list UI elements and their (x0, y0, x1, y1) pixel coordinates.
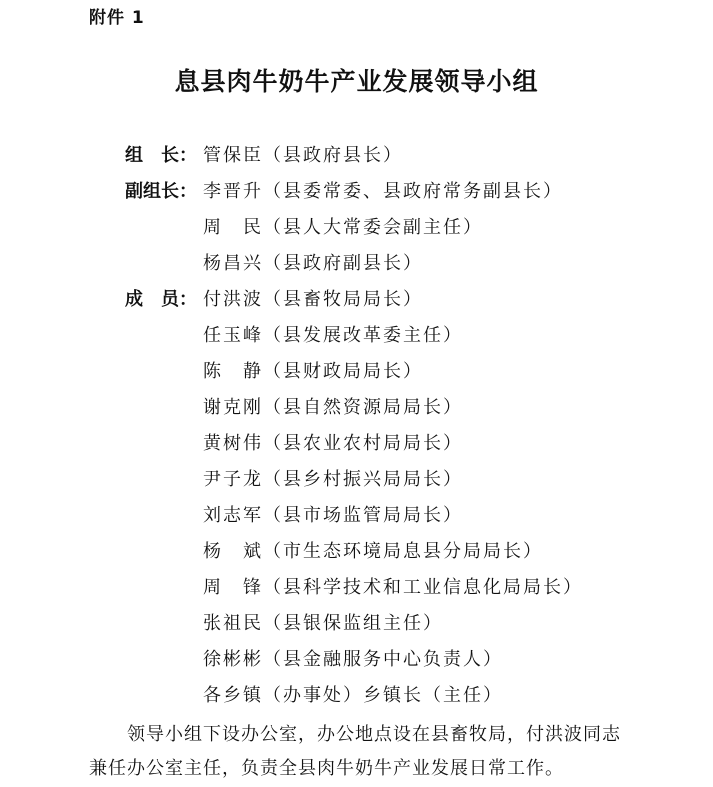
member-title: （县科学技术和工业信息化局局长） (263, 577, 583, 598)
member-entry (203, 606, 443, 642)
roster-row (0, 318, 713, 354)
member-title: （市生态环境局息县分局局长） (263, 541, 543, 562)
roster-row (0, 282, 713, 318)
member-title: （县发展改革委主任） (263, 325, 463, 346)
member-entry (203, 318, 463, 354)
member-title: （县市场监管局局长） (263, 505, 463, 526)
member-entry (203, 174, 563, 210)
member-title: （县金融服务中心负责人） (263, 649, 503, 670)
role-label: 副组长： (125, 181, 197, 202)
member-entry (203, 354, 423, 390)
member-title: （县委常委、县政府常务副县长） (263, 181, 563, 202)
member-entry (203, 246, 423, 282)
member-name: 周 民 (203, 217, 263, 238)
roster-row (0, 354, 713, 390)
member-entry (203, 462, 463, 498)
member-title: （县自然资源局局长） (263, 397, 463, 418)
member-title: （县乡村振兴局局长） (263, 469, 463, 490)
roster-row (0, 678, 713, 714)
member-name: 管保臣 (203, 145, 263, 166)
closing-paragraph-line-2: 兼任办公室主任，负责全县肉牛奶牛产业发展日常工作。 (89, 758, 564, 779)
member-title: （县政府县长） (263, 145, 403, 166)
member-name: 尹子龙 (203, 469, 263, 490)
role-label: 组 长： (125, 145, 197, 166)
roster-row (0, 390, 713, 426)
member-entry (203, 642, 503, 678)
member-name: 徐彬彬 (203, 649, 263, 670)
roster-row (0, 138, 713, 174)
roster-row (0, 210, 713, 246)
member-name: 张祖民 (203, 613, 263, 634)
member-title: （县农业农村局局长） (263, 433, 463, 454)
member-entry (203, 498, 463, 534)
member-title: （县人大常委会副主任） (263, 217, 483, 238)
member-name: 付洪波 (203, 289, 263, 310)
member-name: 各乡镇 (203, 685, 263, 706)
roster-row (0, 462, 713, 498)
member-title: （县财政局局长） (263, 361, 423, 382)
member-name: 杨 斌 (203, 541, 263, 562)
member-entry (203, 570, 583, 606)
closing-paragraph-line-1: 领导小组下设办公室，办公地点设在县畜牧局，付洪波同志 (89, 724, 621, 745)
document-title: 息县肉牛奶牛产业发展领导小组 (174, 67, 539, 96)
member-entry (203, 426, 463, 462)
roster-row (0, 570, 713, 606)
member-entry (203, 390, 463, 426)
role-label: 成 员： (125, 289, 197, 310)
member-title: （县畜牧局局长） (263, 289, 423, 310)
roster-row (0, 246, 713, 282)
roster-row (0, 426, 713, 462)
member-title: （县政府副县长） (263, 253, 423, 274)
member-entry (203, 534, 543, 570)
roster-row (0, 498, 713, 534)
member-name: 杨昌兴 (203, 253, 263, 274)
member-entry (203, 210, 483, 246)
member-entry (203, 678, 503, 714)
member-title: （县银保监组主任） (263, 613, 443, 634)
member-name: 陈 静 (203, 361, 263, 382)
member-name: 黄树伟 (203, 433, 263, 454)
roster-row (0, 174, 713, 210)
roster-row (0, 534, 713, 570)
member-title: （办事处）乡镇长（主任） (263, 685, 503, 706)
member-name: 李晋升 (203, 181, 263, 202)
attachment-label: 附件 1 (89, 8, 145, 28)
member-name: 任玉峰 (203, 325, 263, 346)
member-name: 周 锋 (203, 577, 263, 598)
member-name: 刘志军 (203, 505, 263, 526)
member-entry (203, 282, 423, 318)
member-entry (203, 138, 403, 174)
roster-row (0, 642, 713, 678)
member-name: 谢克刚 (203, 397, 263, 418)
roster-row (0, 606, 713, 642)
